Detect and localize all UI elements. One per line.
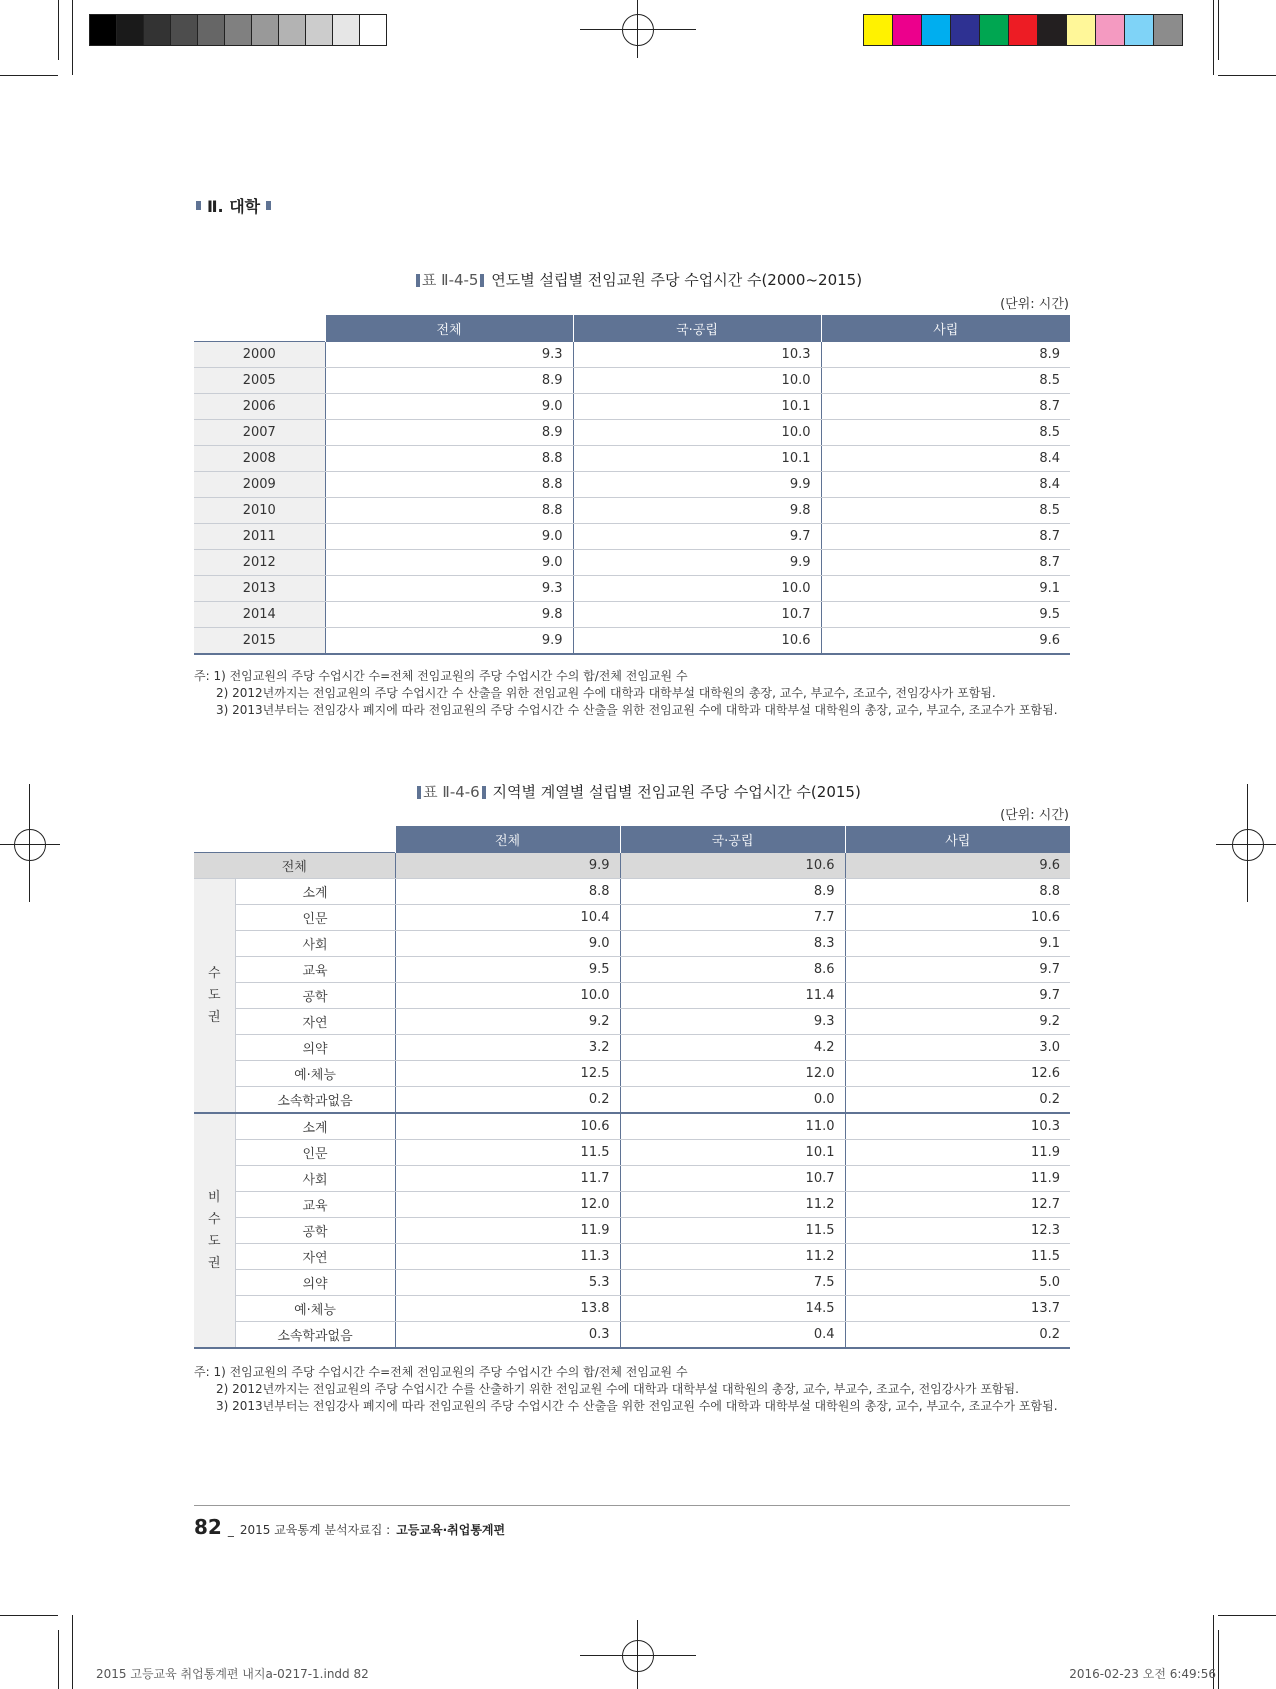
public-cell: 9.7 [573, 524, 821, 550]
private-cell: 8.5 [821, 498, 1070, 524]
caption-bar-icon [417, 786, 421, 799]
total-cell: 10.4 [395, 905, 620, 931]
total-cell: 3.2 [395, 1035, 620, 1061]
field-cell: 의약 [235, 1035, 395, 1061]
public-cell: 10.0 [573, 368, 821, 394]
year-cell: 2009 [194, 472, 325, 498]
field-cell: 사회 [235, 1166, 395, 1192]
table1-header-row [194, 315, 1070, 342]
field-cell: 소계 [235, 879, 395, 905]
private-cell: 12.7 [845, 1192, 1070, 1218]
table-row [194, 550, 1070, 576]
color-swatch [893, 15, 922, 45]
private-cell: 12.3 [845, 1218, 1070, 1244]
private-cell: 10.3 [845, 1113, 1070, 1140]
color-bar [863, 14, 1183, 46]
private-cell: 12.6 [845, 1061, 1070, 1087]
year-cell: 2008 [194, 446, 325, 472]
table-row [194, 1166, 1070, 1192]
table-row [194, 879, 1070, 905]
total-cell: 11.7 [395, 1166, 620, 1192]
year-cell: 2005 [194, 368, 325, 394]
table2-header-public: 국·공립 [620, 826, 845, 853]
total-cell: 9.0 [325, 394, 573, 420]
color-swatch [1009, 15, 1038, 45]
table-row [194, 1113, 1070, 1140]
table-row [194, 1322, 1070, 1349]
caption-bar-icon [416, 274, 420, 287]
table1-header-public: 국·공립 [573, 315, 821, 342]
caption-bar-icon [482, 786, 486, 799]
total-cell: 10.6 [395, 1113, 620, 1140]
region-group-cell: 비 수 도 권 [194, 1113, 235, 1348]
footer-separator: _ [227, 1523, 234, 1537]
field-cell: 자연 [235, 1244, 395, 1270]
private-cell: 9.1 [821, 576, 1070, 602]
section-label: Ⅱ. 대학 [207, 197, 261, 216]
book-title: 2015 교육통계 분석자료집 : [239, 1523, 391, 1537]
total-cell: 5.3 [395, 1270, 620, 1296]
color-swatch [1038, 15, 1067, 45]
private-cell: 8.7 [821, 524, 1070, 550]
table1-title: 연도별 설립별 전임교원 주당 수업시간 수(2000~2015) [491, 271, 863, 289]
total-cell: 8.8 [325, 472, 573, 498]
private-cell: 9.2 [845, 1009, 1070, 1035]
total-cell: 12.5 [395, 1061, 620, 1087]
public-cell: 10.6 [620, 853, 845, 879]
total-cell: 10.0 [395, 983, 620, 1009]
table1-header-total: 전체 [325, 315, 573, 342]
total-cell: 9.5 [395, 957, 620, 983]
year-cell: 2010 [194, 498, 325, 524]
private-cell: 5.0 [845, 1270, 1070, 1296]
note-2: 2) 2012년까지는 전임교원의 주당 수업시간 수 산출을 위한 전임교원 수에 대학과 대학부설 대학원의 총장, 교수, 부교수, 조교수, 전임강사가 포함됨. [216, 686, 996, 700]
total-cell: 8.8 [325, 498, 573, 524]
table-row [194, 368, 1070, 394]
public-cell: 9.8 [573, 498, 821, 524]
table-row [194, 957, 1070, 983]
total-cell: 9.0 [395, 931, 620, 957]
table-row [194, 342, 1070, 368]
table-row [194, 931, 1070, 957]
total-cell: 9.8 [325, 602, 573, 628]
table2-header-private: 사립 [845, 826, 1070, 853]
color-swatch [922, 15, 951, 45]
table2-caption [0, 781, 1276, 802]
private-cell: 9.7 [845, 957, 1070, 983]
color-swatch [144, 15, 171, 45]
table-row [194, 524, 1070, 550]
public-cell: 12.0 [620, 1061, 845, 1087]
color-swatch [1154, 15, 1182, 45]
field-cell: 교육 [235, 1192, 395, 1218]
table-row [194, 905, 1070, 931]
table1-header-private: 사립 [821, 315, 1070, 342]
table2 [194, 826, 1070, 1349]
table-row [194, 1087, 1070, 1114]
total-row-label: 전체 [194, 853, 395, 879]
private-cell: 8.8 [845, 879, 1070, 905]
public-cell: 11.5 [620, 1218, 845, 1244]
private-cell: 8.4 [821, 446, 1070, 472]
private-cell: 11.9 [845, 1166, 1070, 1192]
public-cell: 14.5 [620, 1296, 845, 1322]
slug-timestamp: 2016-02-23 오전 6:49:56 [1069, 1667, 1216, 1681]
table-row [194, 446, 1070, 472]
private-cell: 8.5 [821, 420, 1070, 446]
public-cell: 10.3 [573, 342, 821, 368]
color-swatch [117, 15, 144, 45]
table-row [194, 1035, 1070, 1061]
table1-label: 표 Ⅱ-4-5 [421, 271, 479, 289]
total-cell: 8.8 [395, 879, 620, 905]
table-row [194, 983, 1070, 1009]
page-number: 82 [194, 1515, 222, 1539]
total-cell: 9.0 [325, 524, 573, 550]
table-row [194, 1244, 1070, 1270]
field-cell: 교육 [235, 957, 395, 983]
book-subtitle: 고등교육·취업통계편 [396, 1523, 506, 1537]
color-swatch [864, 15, 893, 45]
table-row [194, 628, 1070, 655]
field-cell: 예·체능 [235, 1296, 395, 1322]
field-cell: 사회 [235, 931, 395, 957]
table-row [194, 1140, 1070, 1166]
year-cell: 2011 [194, 524, 325, 550]
note-1: 주: 1) 전임교원의 주당 수업시간 수=전체 전임교원의 주당 수업시간 수의 합/전체 전임교원 수 [194, 669, 688, 683]
table-row [194, 472, 1070, 498]
field-cell: 의약 [235, 1270, 395, 1296]
field-cell: 자연 [235, 1009, 395, 1035]
public-cell: 7.7 [620, 905, 845, 931]
year-cell: 2007 [194, 420, 325, 446]
caption-bar-icon [480, 274, 484, 287]
table-row [194, 1270, 1070, 1296]
footer-rule [194, 1505, 1070, 1506]
public-cell: 10.7 [573, 602, 821, 628]
public-cell: 9.9 [573, 472, 821, 498]
public-cell: 0.4 [620, 1322, 845, 1349]
private-cell: 11.5 [845, 1244, 1070, 1270]
public-cell: 11.2 [620, 1192, 845, 1218]
total-cell: 9.9 [325, 628, 573, 655]
table-row [194, 420, 1070, 446]
total-cell: 13.8 [395, 1296, 620, 1322]
color-swatch [333, 15, 360, 45]
color-swatch [1125, 15, 1154, 45]
table-row [194, 576, 1070, 602]
region-group-cell: 수 도 권 [194, 879, 235, 1114]
field-cell: 공학 [235, 1218, 395, 1244]
color-swatch [951, 15, 980, 45]
color-swatch [306, 15, 333, 45]
table-row [194, 1218, 1070, 1244]
year-cell: 2006 [194, 394, 325, 420]
table1-unit: (단위: 시간) [1000, 297, 1069, 312]
table-row [194, 498, 1070, 524]
bullet-square-icon [266, 201, 271, 210]
total-cell: 8.9 [325, 368, 573, 394]
table1-header-blank [194, 315, 325, 342]
private-cell: 13.7 [845, 1296, 1070, 1322]
public-cell: 11.0 [620, 1113, 845, 1140]
public-cell: 8.3 [620, 931, 845, 957]
table-row [194, 1009, 1070, 1035]
table-row [194, 1061, 1070, 1087]
field-cell: 공학 [235, 983, 395, 1009]
public-cell: 10.0 [573, 576, 821, 602]
table2-label: 표 Ⅱ-4-6 [423, 783, 480, 801]
public-cell: 9.3 [620, 1009, 845, 1035]
private-cell: 8.7 [821, 550, 1070, 576]
note-2: 2) 2012년까지는 전임교원의 주당 수업시간 수를 산출하기 위한 전임교원 수에 대학과 대학부설 대학원의 총장, 교수, 부교수, 조교수, 전임강사가 포함됨. [216, 1382, 1019, 1396]
total-cell: 11.9 [395, 1218, 620, 1244]
private-cell: 11.9 [845, 1140, 1070, 1166]
total-cell: 9.3 [325, 342, 573, 368]
public-cell: 11.2 [620, 1244, 845, 1270]
public-cell: 8.9 [620, 879, 845, 905]
table2-header-total: 전체 [395, 826, 620, 853]
year-cell: 2015 [194, 628, 325, 655]
total-cell: 9.2 [395, 1009, 620, 1035]
year-cell: 2000 [194, 342, 325, 368]
field-cell: 소계 [235, 1113, 395, 1140]
total-cell: 0.3 [395, 1322, 620, 1349]
color-swatch [225, 15, 252, 45]
table2-notes [194, 1364, 1058, 1415]
public-cell: 10.1 [573, 394, 821, 420]
bullet-square-icon [196, 201, 201, 210]
private-cell: 9.5 [821, 602, 1070, 628]
color-swatch [198, 15, 225, 45]
page-footer [194, 1515, 505, 1539]
grayscale-bar [89, 14, 387, 46]
total-cell: 11.5 [395, 1140, 620, 1166]
public-cell: 11.4 [620, 983, 845, 1009]
public-cell: 10.7 [620, 1166, 845, 1192]
public-cell: 7.5 [620, 1270, 845, 1296]
total-cell: 11.3 [395, 1244, 620, 1270]
public-cell: 10.6 [573, 628, 821, 655]
private-cell: 8.5 [821, 368, 1070, 394]
public-cell: 0.0 [620, 1087, 845, 1114]
field-cell: 인문 [235, 1140, 395, 1166]
total-cell: 0.2 [395, 1087, 620, 1114]
note-3: 3) 2013년부터는 전임강사 폐지에 따라 전임교원의 주당 수업시간 수 산출을 위한 전임교원 수에 대학과 대학부설 대학원의 총장, 교수, 부교수, 조교수가 포함됨. [216, 703, 1058, 717]
field-cell: 소속학과없음 [235, 1322, 395, 1349]
public-cell: 10.1 [573, 446, 821, 472]
private-cell: 9.7 [845, 983, 1070, 1009]
color-swatch [1096, 15, 1125, 45]
table1-notes [194, 668, 1058, 719]
private-cell: 9.6 [821, 628, 1070, 655]
total-cell: 12.0 [395, 1192, 620, 1218]
color-swatch [279, 15, 306, 45]
private-cell: 3.0 [845, 1035, 1070, 1061]
note-3: 3) 2013년부터는 전임강사 폐지에 따라 전임교원의 주당 수업시간 수 산출을 위한 전임교원 수에 대학과 대학부설 대학원의 총장, 교수, 부교수, 조교수가 포함됨. [216, 1399, 1058, 1413]
table-row [194, 394, 1070, 420]
public-cell: 8.6 [620, 957, 845, 983]
section-header [196, 194, 271, 217]
private-cell: 8.4 [821, 472, 1070, 498]
slug-file-info: 2015 고등교육 취업통계편 내지a-0217-1.indd 82 [96, 1667, 369, 1681]
private-cell: 0.2 [845, 1322, 1070, 1349]
total-cell: 9.0 [325, 550, 573, 576]
color-swatch [1067, 15, 1096, 45]
color-swatch [980, 15, 1009, 45]
total-cell: 9.9 [395, 853, 620, 879]
public-cell: 9.9 [573, 550, 821, 576]
private-cell: 9.6 [845, 853, 1070, 879]
color-swatch [90, 15, 117, 45]
public-cell: 4.2 [620, 1035, 845, 1061]
public-cell: 10.1 [620, 1140, 845, 1166]
year-cell: 2013 [194, 576, 325, 602]
public-cell: 10.0 [573, 420, 821, 446]
field-cell: 예·체능 [235, 1061, 395, 1087]
year-cell: 2012 [194, 550, 325, 576]
table1 [194, 315, 1070, 655]
note-1: 주: 1) 전임교원의 주당 수업시간 수=전체 전임교원의 주당 수업시간 수의 합/전체 전임교원 수 [194, 1365, 688, 1379]
table-row [194, 1192, 1070, 1218]
year-cell: 2014 [194, 602, 325, 628]
field-cell: 소속학과없음 [235, 1087, 395, 1114]
table-row [194, 602, 1070, 628]
private-cell: 9.1 [845, 931, 1070, 957]
total-row [194, 853, 1070, 879]
private-cell: 10.6 [845, 905, 1070, 931]
total-cell: 8.8 [325, 446, 573, 472]
table1-caption [0, 269, 1276, 290]
color-swatch [171, 15, 198, 45]
total-cell: 8.9 [325, 420, 573, 446]
table2-title: 지역별 계열별 설립별 전임교원 주당 수업시간 수(2015) [492, 783, 861, 801]
table-row [194, 1296, 1070, 1322]
private-cell: 8.7 [821, 394, 1070, 420]
color-swatch [360, 15, 386, 45]
color-swatch [252, 15, 279, 45]
private-cell: 0.2 [845, 1087, 1070, 1114]
private-cell: 8.9 [821, 342, 1070, 368]
field-cell: 인문 [235, 905, 395, 931]
table2-header-blank [194, 826, 395, 853]
table2-unit: (단위: 시간) [1000, 808, 1069, 823]
total-cell: 9.3 [325, 576, 573, 602]
table2-header-row [194, 826, 1070, 853]
